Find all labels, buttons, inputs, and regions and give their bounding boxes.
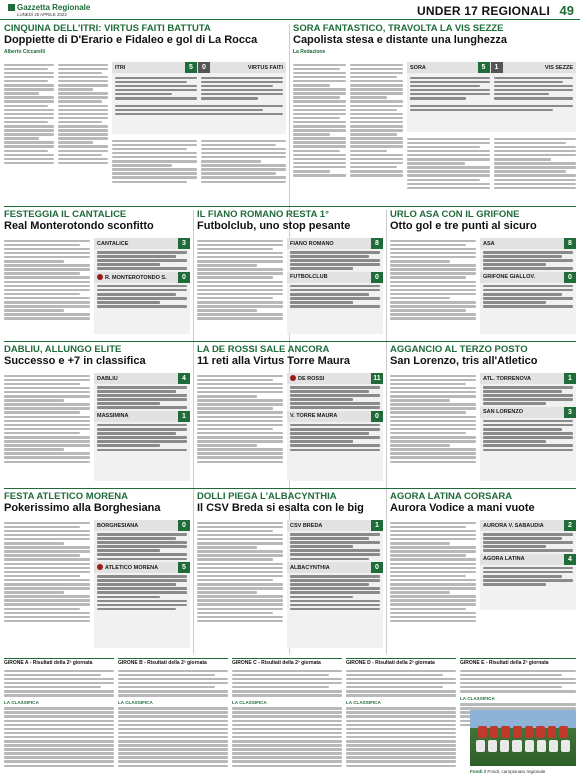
match-box bbox=[112, 62, 286, 134]
issue-date: LUNEDÌ 25 APRILE 2022 bbox=[17, 12, 67, 17]
team-away: VIRTUS FAITI bbox=[247, 64, 283, 71]
article-headline: 11 reti alla Virtus Torre Maura bbox=[197, 355, 351, 368]
article-fiano-romano bbox=[197, 210, 383, 338]
standings-group-a bbox=[4, 658, 114, 779]
team-home: ATL. TORRENOVA bbox=[483, 375, 531, 382]
article-headline: Real Monterotondo sconfitto bbox=[4, 220, 154, 233]
article-kicker: AGORA LATINA CORSARA bbox=[390, 492, 513, 502]
standings-group-d bbox=[346, 658, 456, 779]
team-crest-icon bbox=[97, 564, 103, 570]
page-header bbox=[0, 0, 580, 20]
score-home: 2 bbox=[564, 520, 576, 531]
score-home: 3 bbox=[178, 238, 190, 249]
team-photo bbox=[470, 710, 576, 766]
team-home: BORGHESIANA bbox=[97, 522, 139, 529]
article-body bbox=[4, 238, 90, 338]
page-number: 49 bbox=[559, 3, 574, 18]
score-away: 0 bbox=[371, 562, 383, 573]
team-crest-icon bbox=[290, 375, 296, 381]
score-home: 8 bbox=[564, 238, 576, 249]
score-away: 0 bbox=[371, 272, 383, 283]
article-kicker: URLO ASA CON IL GRIFONE bbox=[390, 210, 520, 220]
team-away: GRIFONE GIALLOV. bbox=[483, 274, 536, 281]
article-headline: San Lorenzo, tris all'Atletico bbox=[390, 355, 538, 368]
standings-group-b bbox=[118, 658, 228, 779]
article-kicker: IL FIANO ROMANO RESTA 1° bbox=[197, 210, 329, 220]
standings-subtitle: LA CLASSIFICA bbox=[118, 699, 153, 705]
team-away: ALBACYNTHIA bbox=[290, 564, 330, 571]
article-body bbox=[4, 373, 90, 485]
article-headline: Pokerissimo alla Borghesiana bbox=[4, 502, 161, 515]
score-home: 1 bbox=[564, 373, 576, 384]
score-away: 1 bbox=[491, 62, 503, 73]
score-bar bbox=[287, 520, 383, 531]
section-title: UNDER 17 REGIONALI bbox=[417, 4, 550, 18]
article-agora-latina bbox=[390, 492, 576, 654]
score-home: 0 bbox=[178, 520, 190, 531]
team-home: DABLIU bbox=[97, 375, 118, 382]
match-box bbox=[407, 62, 576, 132]
score-bar-away bbox=[480, 407, 576, 418]
article-kicker: SORA FANTASTICO, TRAVOLTA LA VIS SEZZE bbox=[293, 24, 504, 34]
score-bar bbox=[287, 373, 383, 384]
group-title: GIRONE C - Risultati della 2ª giornata bbox=[232, 658, 342, 666]
team-home: AURORA V. SABAUDIA bbox=[483, 522, 544, 529]
team-home: DE ROSSI bbox=[287, 375, 371, 382]
article-kicker: DOLLI PIEGA L'ALBACYNTHIA bbox=[197, 492, 337, 502]
team-away: SAN LORENZO bbox=[483, 409, 524, 416]
standings-subtitle: LA CLASSIFICA bbox=[232, 699, 267, 705]
article-headline: Successo e +7 in classifica bbox=[4, 355, 146, 368]
article-body bbox=[390, 238, 476, 338]
article-sora bbox=[293, 24, 576, 204]
group-title: GIRONE B - Risultati della 2ª giornata bbox=[118, 658, 228, 666]
photo-players-back bbox=[478, 726, 568, 738]
score-away: 0 bbox=[564, 272, 576, 283]
match-box bbox=[480, 520, 576, 610]
article-asa bbox=[390, 210, 576, 338]
article-headline: Otto gol e tre punti al sicuro bbox=[390, 220, 537, 233]
team-home: SORA bbox=[410, 64, 426, 71]
match-box bbox=[287, 238, 383, 334]
score-home: 4 bbox=[178, 373, 190, 384]
team-away: AGORA LATINA bbox=[483, 556, 525, 563]
score-away: 0 bbox=[198, 62, 210, 73]
article-body bbox=[197, 238, 283, 338]
article-body bbox=[390, 520, 476, 654]
score-bar bbox=[480, 238, 576, 249]
brand-name: Gazzetta Regionale bbox=[17, 3, 91, 12]
team-home: ITRI bbox=[115, 64, 126, 71]
team-home: FIANO ROMANO bbox=[290, 240, 334, 247]
group-title: GIRONE E - Risultati della 2ª giornata bbox=[460, 658, 576, 666]
article-csv-breda bbox=[197, 492, 383, 654]
photo-caption bbox=[470, 769, 545, 775]
team-away: VIS SEZZE bbox=[544, 64, 573, 71]
score-bar bbox=[112, 62, 286, 73]
score-away: 3 bbox=[564, 407, 576, 418]
article-de-rossi bbox=[197, 345, 383, 485]
match-box bbox=[94, 238, 190, 334]
score-bar bbox=[480, 373, 576, 384]
team-crest-icon bbox=[97, 274, 103, 280]
article-headline: Futbolclub, uno stop pesante bbox=[197, 220, 351, 233]
match-box bbox=[94, 373, 190, 481]
caption-text: Il Fondi, campionato regionale bbox=[483, 769, 546, 774]
team-home: CSV BREDA bbox=[290, 522, 323, 529]
article-author: Alberto Ciccarelli bbox=[4, 49, 46, 56]
score-bar bbox=[480, 520, 576, 531]
article-headline: Aurora Vodice a mani vuote bbox=[390, 502, 535, 515]
score-home: 5 bbox=[185, 62, 197, 73]
group-title: GIRONE A - Risultati della 2ª giornata bbox=[4, 658, 114, 666]
article-kicker: LA DE ROSSI SALE ANCORA bbox=[197, 345, 330, 355]
team-home: ASA bbox=[483, 240, 495, 247]
article-cantalice bbox=[4, 210, 190, 338]
score-bar-away bbox=[94, 562, 190, 573]
standings-subtitle: LA CLASSIFICA bbox=[4, 699, 39, 705]
team-away: FUTBOLCLUB bbox=[290, 274, 328, 281]
score-away: 5 bbox=[178, 562, 190, 573]
score-bar-away bbox=[480, 554, 576, 565]
article-body bbox=[4, 62, 108, 172]
score-away: 4 bbox=[564, 554, 576, 565]
match-box bbox=[287, 520, 383, 648]
score-bar-away bbox=[287, 562, 383, 573]
article-kicker: FESTA ATLETICO MORENA bbox=[4, 492, 129, 502]
team-away: ATLETICO MORENA bbox=[94, 564, 178, 571]
article-headline: Il CSV Breda si esalta con le big bbox=[197, 502, 364, 515]
match-box bbox=[94, 520, 190, 648]
standings-subtitle: LA CLASSIFICA bbox=[460, 695, 495, 701]
article-body-2 bbox=[112, 138, 286, 188]
article-itri bbox=[4, 24, 286, 204]
article-body bbox=[390, 373, 476, 485]
score-home: 5 bbox=[478, 62, 490, 73]
standings-subtitle: LA CLASSIFICA bbox=[346, 699, 381, 705]
article-dabliu bbox=[4, 345, 190, 485]
score-bar-away bbox=[94, 272, 190, 283]
score-bar bbox=[94, 238, 190, 249]
brand-logo bbox=[8, 3, 90, 12]
photo-players-front bbox=[476, 740, 570, 752]
score-bar bbox=[94, 520, 190, 531]
team-home: CANTALICE bbox=[97, 240, 129, 247]
match-box bbox=[480, 238, 576, 334]
article-headline: Doppiette di D'Erario e Fidaleo e gol di La Rocca bbox=[4, 34, 258, 47]
score-home: 8 bbox=[371, 238, 383, 249]
article-atletico-morena bbox=[4, 492, 190, 654]
score-away: 0 bbox=[371, 411, 383, 422]
article-kicker: DABLIU, ALLUNGO ELITE bbox=[4, 345, 122, 355]
team-away: MASSIMINA bbox=[97, 413, 129, 420]
team-away: V. TORRE MAURA bbox=[290, 413, 338, 420]
score-bar bbox=[287, 238, 383, 249]
article-body-2 bbox=[407, 136, 576, 196]
score-home: 11 bbox=[371, 373, 383, 384]
score-bar bbox=[94, 373, 190, 384]
score-away: 0 bbox=[178, 272, 190, 283]
team-away: R. MONTEROTONDO S. bbox=[94, 274, 178, 281]
score-bar-away bbox=[287, 411, 383, 422]
article-headline: Capolista stesa e distante una lunghezza bbox=[293, 34, 507, 47]
score-away: 1 bbox=[178, 411, 190, 422]
brand-icon bbox=[8, 4, 15, 11]
standings-group-c bbox=[232, 658, 342, 779]
article-kicker: CINQUINA DELL'ITRI: VIRTUS FAITI BATTUTA bbox=[4, 24, 211, 34]
article-author: La Redazione bbox=[293, 49, 326, 56]
score-bar-away bbox=[287, 272, 383, 283]
match-box bbox=[480, 373, 576, 481]
score-bar-away bbox=[94, 411, 190, 422]
article-kicker: AGGANCIO AL TERZO POSTO bbox=[390, 345, 528, 355]
caption-label: Fondi bbox=[470, 769, 483, 774]
article-san-lorenzo bbox=[390, 345, 576, 485]
article-kicker: FESTEGGIA IL CANTALICE bbox=[4, 210, 127, 220]
article-body bbox=[197, 373, 283, 485]
score-bar-away bbox=[480, 272, 576, 283]
score-bar bbox=[407, 62, 576, 73]
article-body bbox=[4, 520, 90, 654]
match-box bbox=[287, 373, 383, 481]
score-home: 1 bbox=[371, 520, 383, 531]
article-body bbox=[197, 520, 283, 654]
article-body bbox=[293, 62, 403, 202]
group-title: GIRONE D - Risultati della 2ª giornata bbox=[346, 658, 456, 666]
